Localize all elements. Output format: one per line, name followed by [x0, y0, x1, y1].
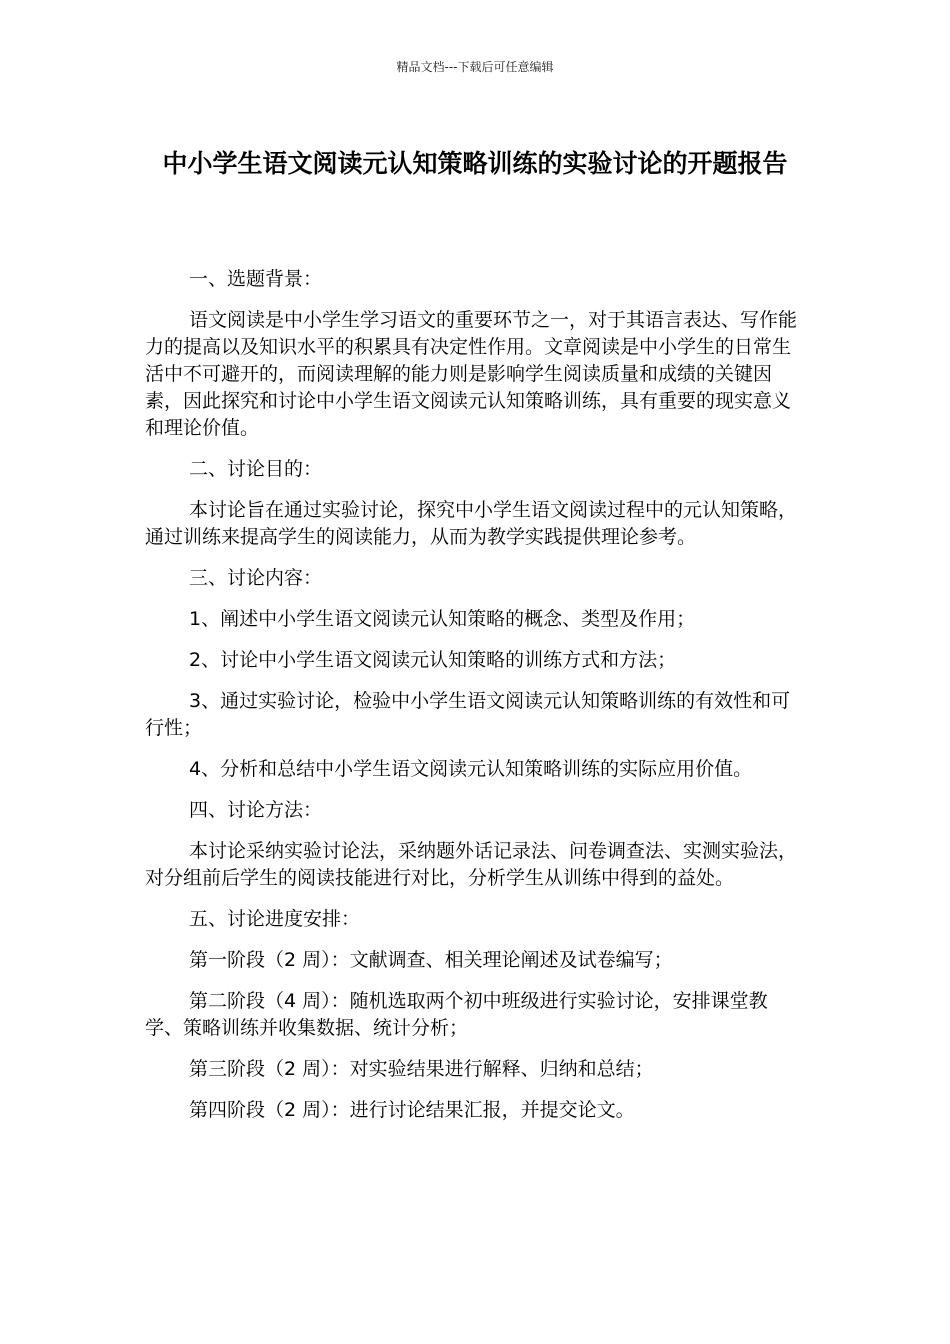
paragraph-background: 语文阅读是中小学生学习语文的重要环节之一，对于其语言表达、写作能力的提高以及知识水平的积累具有决定性作用。文章阅读是中小学生的日常生活中不可避开的，而阅读理解的能力则是影响学生阅读质量和成绩的关键因素，因此探究和讨论中小学生语文阅读元认知策略训练，具有重要的现实意义和理论价值。 — [145, 309, 798, 439]
schedule-stage-2: 第二阶段（4 周）：随机选取两个初中班级进行实验讨论，安排课堂教学、策略训练并收集数据、统计分析； — [145, 990, 768, 1039]
section-heading-purpose: 二、讨论目的： — [189, 458, 323, 480]
section-heading-method: 四、讨论方法： — [189, 799, 323, 821]
section-heading-schedule: 五、讨论进度安排： — [189, 908, 361, 930]
document-body — [145, 266, 805, 1138]
schedule-stage-4: 第四阶段（2 周）：进行讨论结果汇报，并提交论文。 — [189, 1099, 635, 1121]
header-note: 精品文档---下载后可任意编辑 — [396, 60, 554, 74]
content-item-2: 2、讨论中小学生语文阅读元认知策略的训练方式和方法； — [189, 649, 677, 671]
content-item-4: 4、分析和总结中小学生语文阅读元认知策略训练的实际应用价值。 — [189, 758, 753, 780]
schedule-stage-3: 第三阶段（2 周）：对实验结果进行解释、归纳和总结； — [189, 1058, 654, 1080]
section-heading-background: 一、选题背景： — [189, 268, 323, 290]
paragraph-purpose: 本讨论旨在通过实验讨论，探究中小学生语文阅读过程中的元认知策略，通过训练来提高学生的阅读能力，从而为教学实践提供理论参考。 — [145, 499, 798, 548]
paragraph-method: 本讨论采纳实验讨论法，采纳题外话记录法、问卷调查法、实测实验法，对分组前后学生的阅读技能进行对比，分析学生从训练中得到的益处。 — [145, 840, 798, 889]
document-title: 中小学生语文阅读元认知策略训练的实验讨论的开题报告 — [162, 149, 788, 178]
schedule-stage-1: 第一阶段（2 周）：文献调查、相关理论阐述及试卷编写； — [189, 949, 673, 971]
content-item-1: 1、阐述中小学生语文阅读元认知策略的概念、类型及作用； — [189, 608, 696, 630]
section-heading-content: 三、讨论内容： — [189, 567, 323, 589]
content-item-3: 3、通过实验讨论，检验中小学生语文阅读元认知策略训练的有效性和可行性； — [145, 690, 791, 739]
